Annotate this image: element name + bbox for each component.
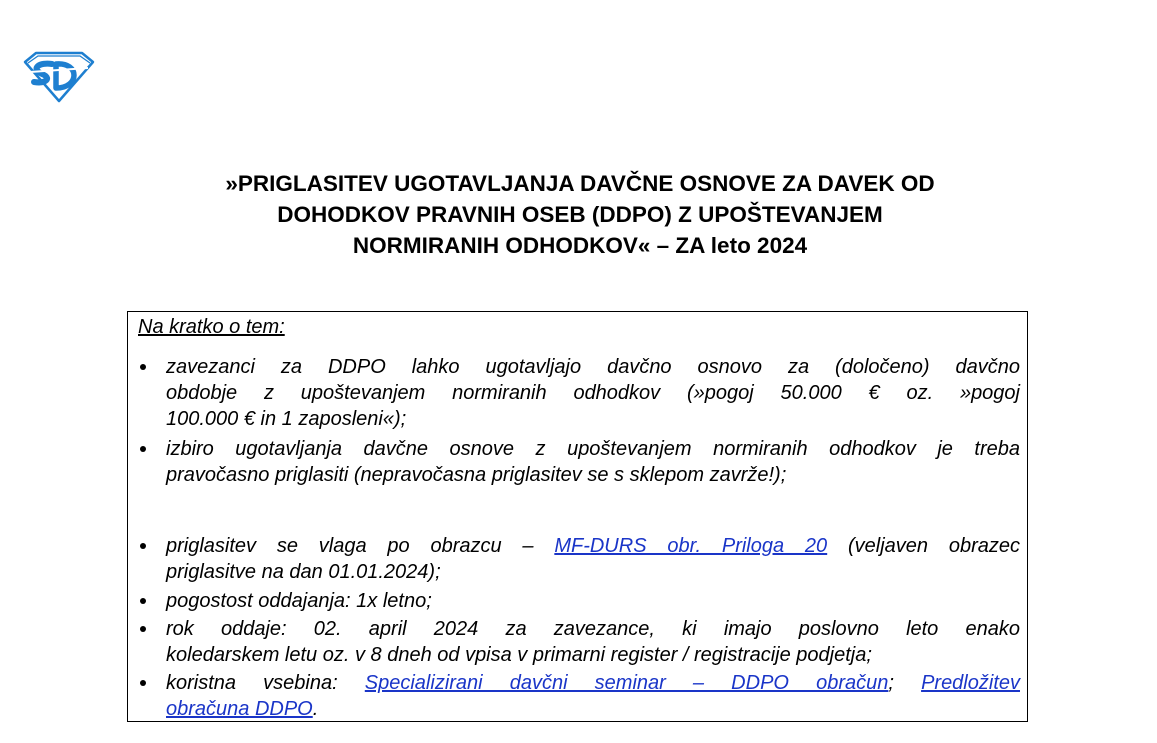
item-line: pravočasno priglasiti (nepravočasna priglasitev se s sklepom zavrže!); [166, 464, 787, 486]
item-line: zavezanci za DDPO lahko ugotavljajo davčno osnovo za (določeno) davčno [166, 356, 1020, 378]
predlozitev-obracuna-link[interactable]: Predložitev [921, 672, 1020, 694]
summary-heading: Na kratko o tem: [138, 316, 285, 338]
item-line [166, 670, 1020, 696]
bullet-dot-icon [140, 543, 146, 549]
item-line: rok oddaje: 02. april 2024 za zavezance, ki imajo poslovno leto enako [166, 618, 1020, 640]
item-text: koristna vsebina: [166, 672, 365, 694]
title-line: »PRIGLASITEV UGOTAVLJANJA DAVČNE OSNOVE ZA DAVEK OD [225, 171, 935, 196]
item-text: (veljaven obrazec [827, 535, 1020, 557]
item-line [166, 696, 1020, 722]
bullet-dot-icon [140, 626, 146, 632]
item-line: obdobje z upoštevanjem normiranih odhodkov (»pogoj 50.000 € oz. »pogoj [166, 382, 1020, 404]
predlozitev-obracuna-link-cont[interactable]: obračuna DDPO [166, 698, 313, 720]
sd-logo-icon [22, 50, 96, 104]
item-line: koledarskem letu oz. v 8 dneh od vpisa v primarni register / registracije podjetja; [166, 644, 872, 666]
item-text: ; [888, 672, 922, 694]
bullet-dot-icon [140, 598, 146, 604]
item-text: . [312, 698, 319, 720]
summary-box [127, 311, 1028, 722]
priloga-20-link[interactable]: MF-DURS obr. Priloga 20 [554, 535, 828, 557]
page-title [100, 168, 1060, 261]
title-line: DOHODKOV PRAVNIH OSEB (DDPO) Z UPOŠTEVANJEM [277, 202, 883, 227]
bullet-dot-icon [140, 364, 146, 370]
seminar-ddpo-link[interactable]: Specializirani davčni seminar – DDPO obračun [364, 672, 889, 694]
bullet-dot-icon [140, 680, 146, 686]
item-line: 100.000 € in 1 zaposleni«); [166, 408, 407, 430]
title-line: NORMIRANIH ODHODKOV« – ZA leto 2024 [352, 233, 808, 258]
item-line: pogostost oddajanja: 1x letno; [166, 590, 432, 612]
bullet-dot-icon [140, 446, 146, 452]
item-line [166, 533, 1020, 559]
item-text: priglasitev se vlaga po obrazcu – [166, 535, 555, 557]
item-line: izbiro ugotavljanja davčne osnove z upoštevanjem normiranih odhodkov je treba [166, 438, 1020, 460]
item-line: priglasitve na dan 01.01.2024); [166, 561, 441, 583]
